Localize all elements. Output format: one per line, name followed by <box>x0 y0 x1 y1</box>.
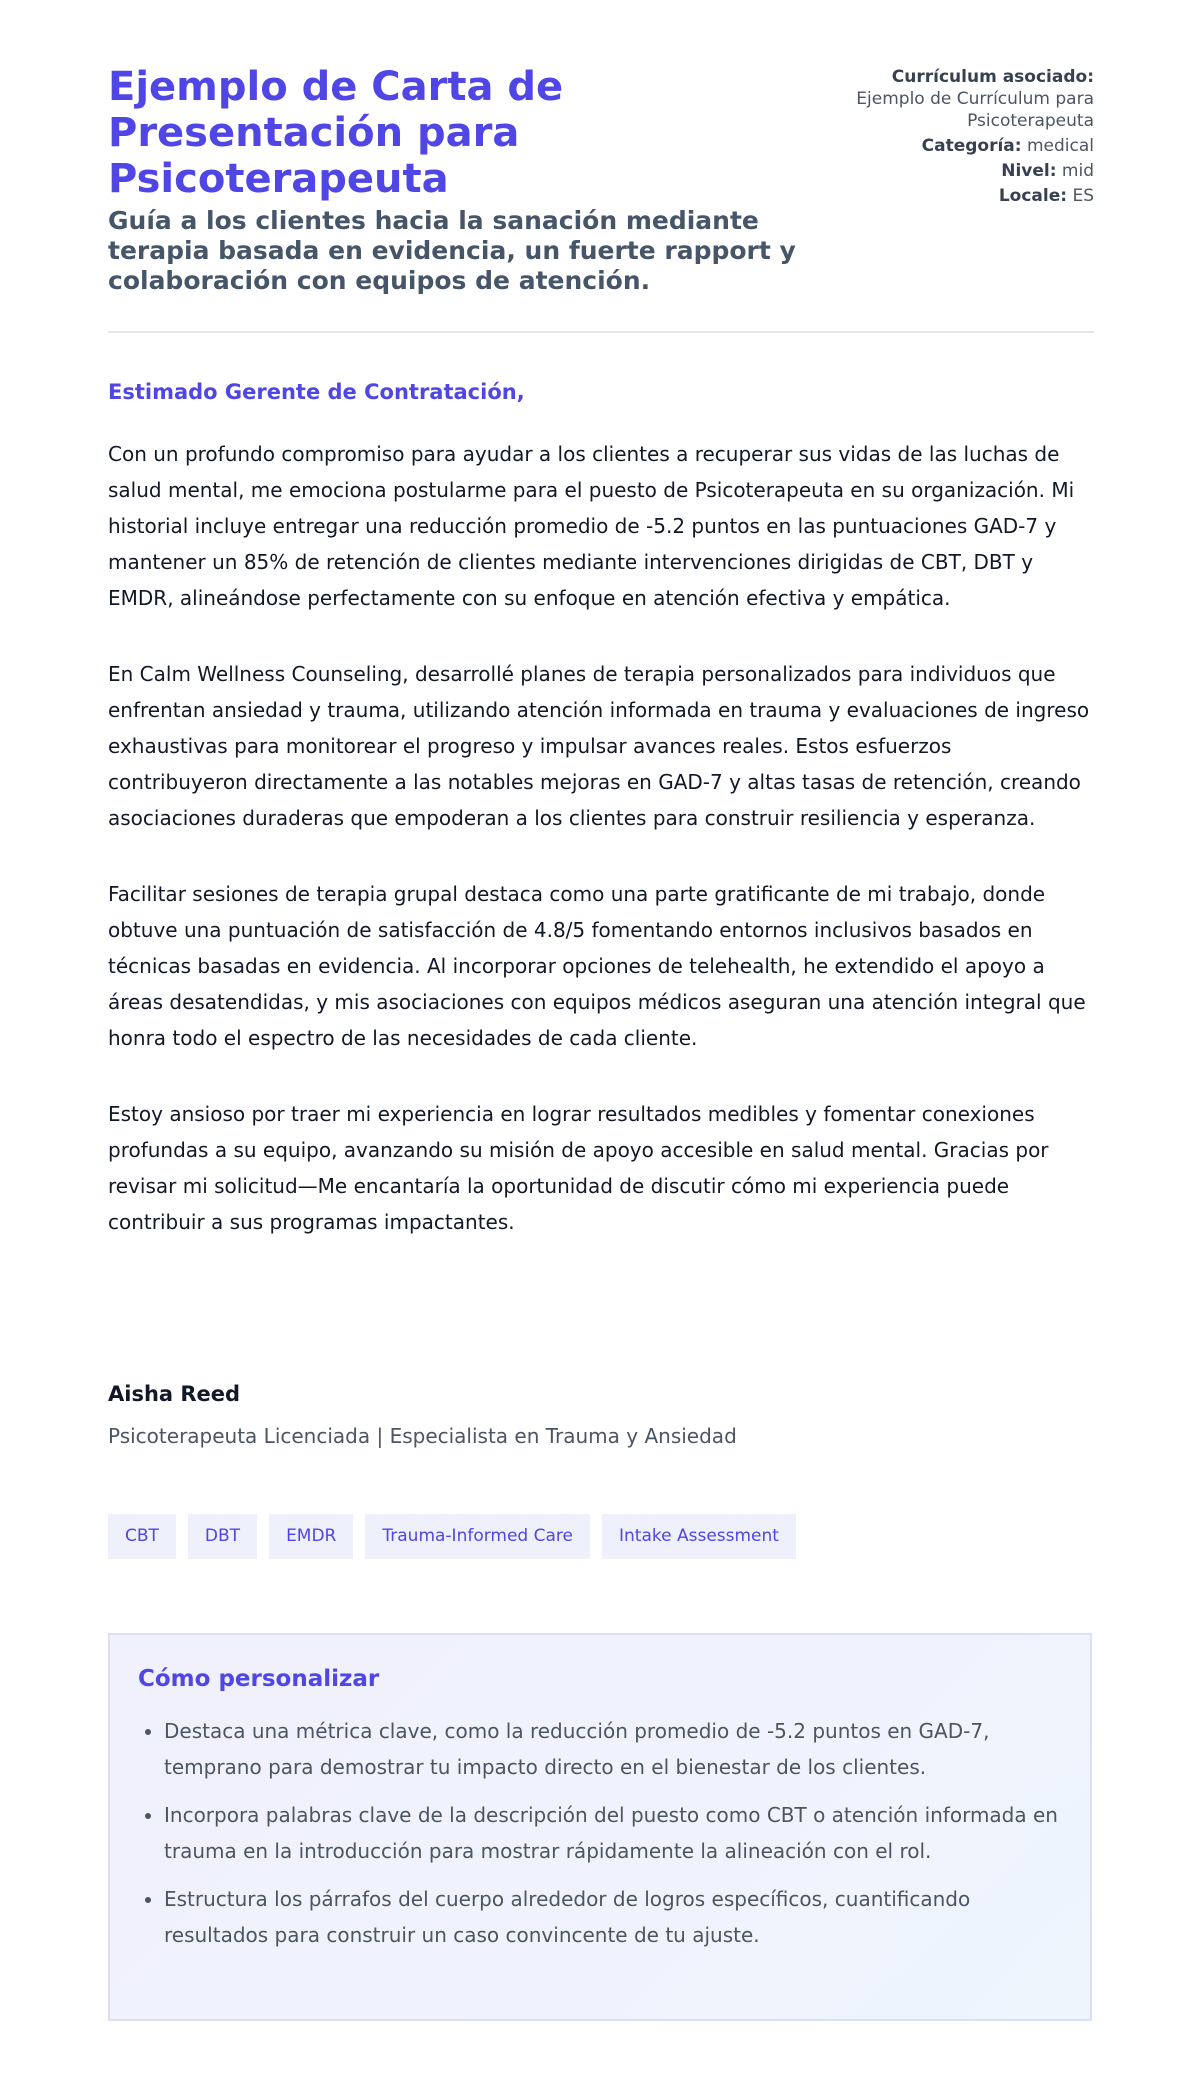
letter-paragraph: Facilitar sesiones de terapia grupal destaca como una parte gratificante de mi trabajo, donde obtuve una puntuación de satisfacción de 4.8/5 fomentando entornos inclusivos basados en técnicas basadas en evidencia. Al incorporar opciones de telehealth, he extendido el apoyo a áreas desatendidas, y mis asociaciones con equipos médicos aseguran una atención integral que honra todo el espectro de las necesidades de cada cliente. <box>108 882 1086 1050</box>
page-title: Ejemplo de Carta de Presentación para Psicoterapeuta <box>108 64 564 202</box>
skill-tags <box>108 1514 796 1559</box>
signature-title: Psicoterapeuta Licenciada | Especialista en Trauma y Ansiedad <box>108 1424 737 1448</box>
meta-category <box>794 135 1094 157</box>
meta-info <box>794 66 1094 210</box>
tips-heading: Cómo personalizar <box>138 1666 380 1692</box>
skill-tag: CBT <box>108 1514 176 1559</box>
skill-tag: DBT <box>188 1514 257 1559</box>
cover-letter-page <box>108 0 1094 1947</box>
meta-locale-value: ES <box>1072 186 1094 206</box>
tip-item: • Destaca una métrica clave, como la reducción promedio de -5.2 puntos en GAD-7, temprano para demostrar tu impacto directo en el bienestar de los clientes. <box>164 1713 1062 1785</box>
skill-tag: Intake Assessment <box>602 1514 796 1559</box>
meta-category-label: Categoría: <box>921 136 1022 156</box>
meta-locale-label: Locale: <box>998 186 1068 206</box>
letter-body <box>108 436 1094 1280</box>
meta-locale <box>794 185 1094 207</box>
skill-tag: Trauma-Informed Care <box>365 1514 590 1559</box>
page-subtitle: Guía a los clientes hacia la sanación mediante terapia basada en evidencia, un fuerte rapport y colaboración con equipos de atención. <box>108 206 796 295</box>
letter-greeting: Estimado Gerente de Contratación, <box>108 380 525 404</box>
tip-item: • Estructura los párrafos del cuerpo alrededor de logros específicos, cuantificando resultados para construir un caso convincente de tu ajuste. <box>164 1881 1062 1953</box>
meta-resume-link[interactable]: Ejemplo de Currículum para Psicoterapeuta <box>856 89 1094 131</box>
tip-item: • Incorpora palabras clave de la descripción del puesto como CBT o atención informada en trauma en la introducción para mostrar rápidamente la alineación con el rol. <box>164 1797 1062 1869</box>
letter-paragraph: Estoy ansioso por traer mi experiencia en lograr resultados medibles y fomentar conexiones profundas a su equipo, avanzando su misión de apoyo accesible en salud mental. Gracias por revisar mi solicitud—Me encantaría la oportunidad de discutir cómo mi experiencia puede contribuir a sus programas impactantes. <box>108 1102 1049 1234</box>
meta-resume-label: Currículum asociado: <box>891 67 1094 87</box>
meta-level-value: mid <box>1061 161 1094 181</box>
signature-name: Aisha Reed <box>108 1382 241 1406</box>
page-header <box>108 0 1094 333</box>
meta-resume <box>794 66 1094 132</box>
customization-tips <box>108 1633 1092 2021</box>
skill-tag: EMDR <box>269 1514 353 1559</box>
meta-category-value: medical <box>1026 136 1094 156</box>
meta-level <box>794 160 1094 182</box>
tips-list <box>138 1713 1062 1953</box>
meta-level-label: Nivel: <box>1001 161 1057 181</box>
letter-paragraph: En Calm Wellness Counseling, desarrollé planes de terapia personalizados para individuos que enfrentan ansiedad y trauma, utilizando atención informada en trauma y evaluaciones de ingreso exhaustivas para monitorear el progreso y impulsar avances reales. Estos esfuerzos contribuyeron directamente a las notables mejoras en GAD-7 y altas tasas de retención, creando asociaciones duraderas que empoderan a los clientes para construir resiliencia y esperanza. <box>108 662 1090 830</box>
letter-paragraph: Con un profundo compromiso para ayudar a los clientes a recuperar sus vidas de las luchas de salud mental, me emociona postularme para el puesto de Psicoterapeuta en su organización. Mi historial incluye entregar una reducción promedio de -5.2 puntos en las puntuaciones GAD-7 y mantener un 85% de retención de clientes mediante intervenciones dirigidas de CBT, DBT y EMDR, alineándose perfectamente con su enfoque en atención efectiva y empática. <box>108 442 1075 610</box>
